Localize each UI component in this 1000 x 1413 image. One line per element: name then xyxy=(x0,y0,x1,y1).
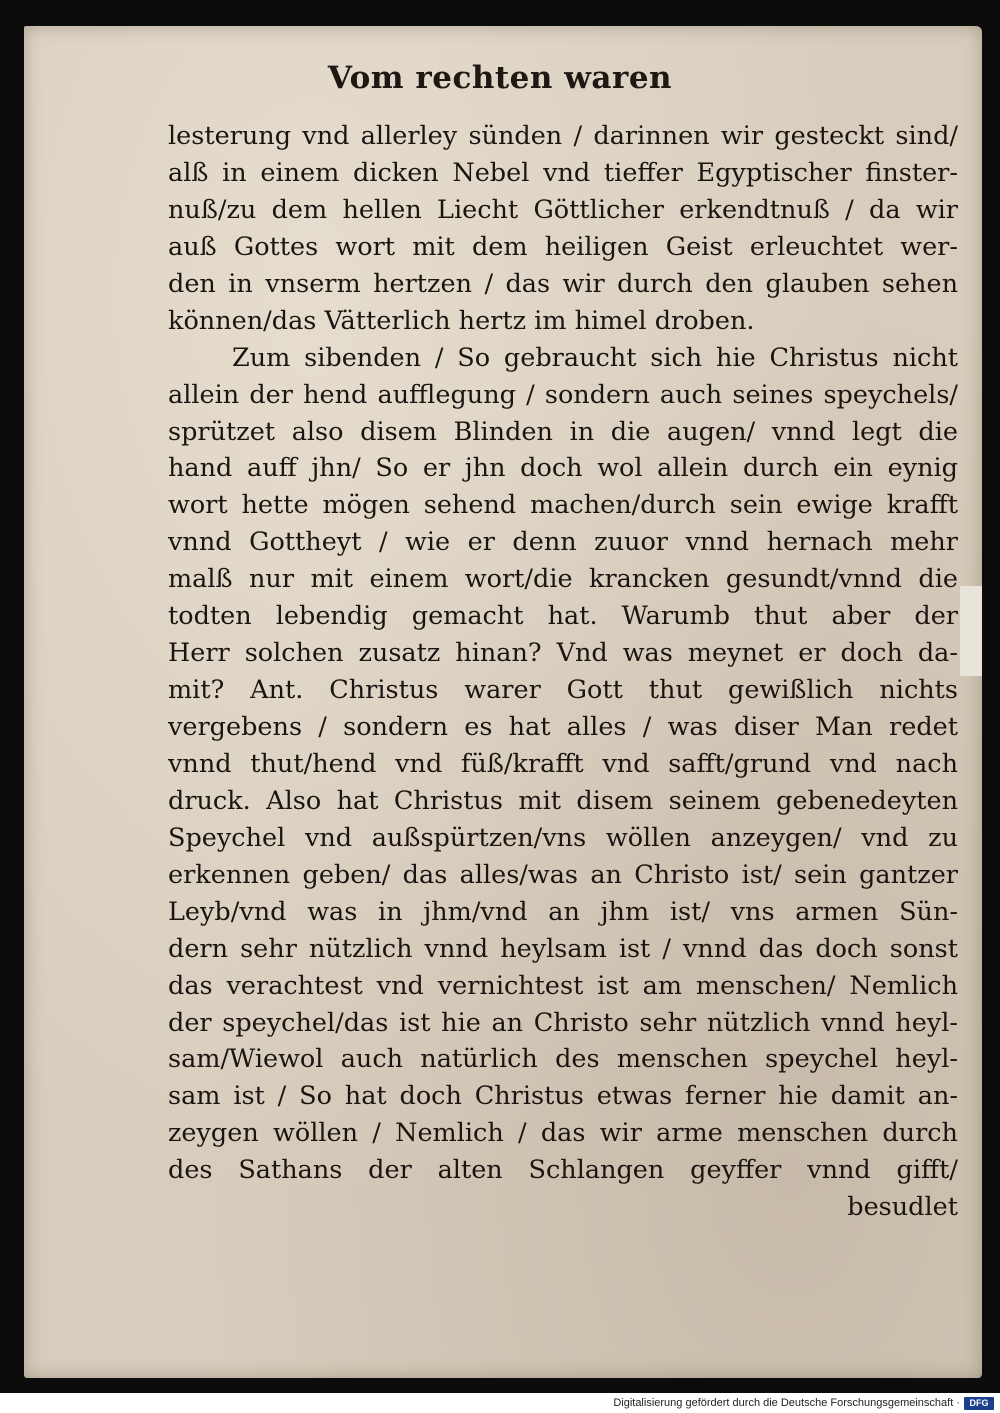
catchword: besudlet xyxy=(847,1192,958,1223)
text-line: den in vnserm hertzen / das wir durch den glauben sehen xyxy=(168,268,958,299)
text-line: auß Gottes wort mit dem heiligen Geist erleuchtet wer- xyxy=(168,231,958,262)
text-line: mit? Ant. Christus warer Gott thut gewißlich nichts xyxy=(168,675,958,706)
text-line: zeygen wöllen / Nemlich / das wir arme menschen durch xyxy=(168,1118,958,1149)
text-line: Leyb/vnd was in jhm/vnd an jhm ist/ vns armen Sün- xyxy=(168,896,958,927)
text-line: lesterung vnd allerley sünden / darinnen wir gesteckt sind/ xyxy=(168,121,958,151)
text-block xyxy=(168,118,958,1226)
footer-credit: Digitalisierung gefördert durch die Deutsche Forschungsgemeinschaft · xyxy=(613,1397,960,1409)
page-edge-mark xyxy=(960,586,982,676)
text-line: alß in einem dicken Nebel vnd tieffer Egyptischer finster- xyxy=(168,157,958,188)
text-line: vergebens / sondern es hat alles / was diser Man redet xyxy=(168,712,958,742)
text-line: Herr solchen zusatz hinan? Vnd was meynet er doch da- xyxy=(168,638,958,669)
dfg-logo: DFG xyxy=(964,1397,994,1410)
text-line: sam ist / So hat doch Christus etwas ferner hie damit an- xyxy=(168,1081,958,1112)
text-line: hand auff jhn/ So er jhn doch wol allein durch ein eynig xyxy=(168,453,958,484)
text-line: nuß/zu dem hellen Liecht Göttlicher erkendtnuß / da wir xyxy=(168,194,958,225)
text-line: malß nur mit einem wort/die krancken gesundt/vnnd die xyxy=(168,564,958,595)
text-line: vnnd thut/hend vnd füß/krafft vnd safft/grund vnd nach xyxy=(168,748,958,779)
text-line: dern sehr nützlich vnnd heylsam ist / vnnd das doch sonst xyxy=(168,933,958,964)
text-line: können/das Vätterlich hertz im himel droben. xyxy=(168,305,755,336)
text-line: des Sathans der alten Schlangen geyffer vnnd gifft/ xyxy=(168,1155,958,1186)
text-line: allein der hend aufflegung / sondern auch seines speychels/ xyxy=(168,379,958,410)
running-head: Vom rechten waren xyxy=(327,60,673,96)
text-line: druck. Also hat Christus mit disem seinem gebenedeyten xyxy=(168,785,958,816)
text-line: Speychel vnd außspürtzen/vns wöllen anzeygen/ vnd zu xyxy=(168,822,958,853)
text-line: sprützet also disem Blinden in die augen/ vnnd legt die xyxy=(168,416,958,447)
footer-bar xyxy=(0,1396,1000,1413)
text-line: todten lebendig gemacht hat. Warumb thut aber der xyxy=(168,601,958,632)
text-line: wort hette mögen sehend machen/durch sein ewige krafft xyxy=(168,490,958,521)
text-line: sam/Wiewol auch natürlich des menschen speychel heyl- xyxy=(168,1044,958,1075)
text-line: der speychel/das ist hie an Christo sehr nützlich vnnd heyl- xyxy=(168,1007,958,1038)
text-line: vnnd Gottheyt / wie er denn zuuor vnnd hernach mehr xyxy=(168,527,958,558)
text-line: erkennen geben/ das alles/was an Christo ist/ sein gantzer xyxy=(168,859,958,890)
text-line: das verachtest vnd vernichtest ist am menschen/ Nemlich xyxy=(168,970,958,1001)
text-line: Zum sibenden / So gebraucht sich hie Christus nicht xyxy=(232,342,958,373)
